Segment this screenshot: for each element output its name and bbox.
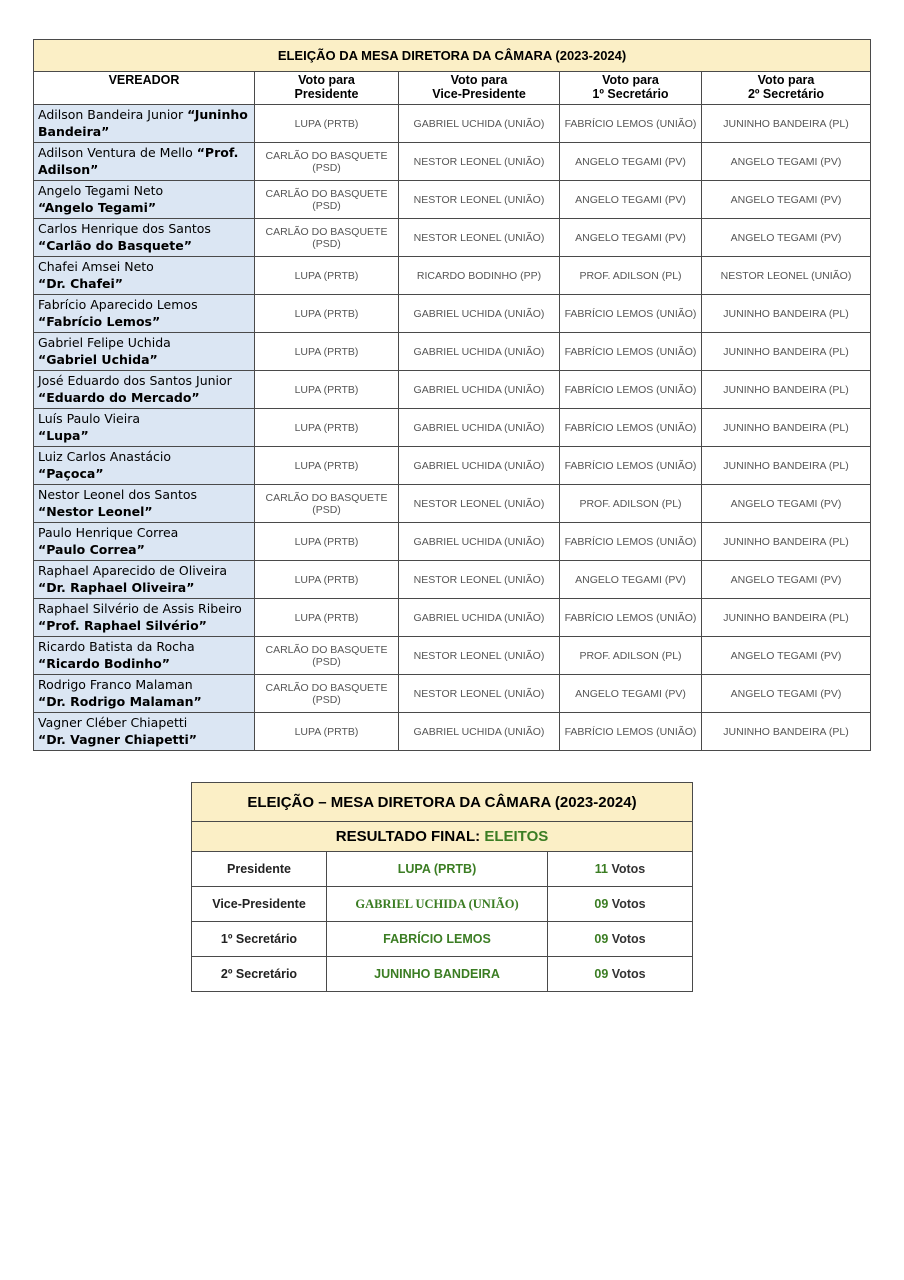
header-line2: Vice-Presidente bbox=[432, 87, 526, 101]
councillor-name: Raphael Aparecido de Oliveira bbox=[38, 563, 228, 578]
councillor-name: Ricardo Batista da Rocha bbox=[38, 639, 195, 654]
vote-vice-presidente: GABRIEL UCHIDA (UNIÃO) bbox=[399, 333, 560, 371]
councillor-name-cell bbox=[34, 105, 255, 143]
vote-2-secretario: JUNINHO BANDEIRA (PL) bbox=[702, 105, 871, 143]
vote-presidente: LUPA (PRTB) bbox=[255, 599, 399, 637]
councillor-name-cell bbox=[34, 143, 255, 181]
table-row bbox=[34, 447, 871, 485]
table-row bbox=[34, 105, 871, 143]
result-row bbox=[192, 922, 693, 957]
vote-vice-presidente: NESTOR LEONEL (UNIÃO) bbox=[399, 561, 560, 599]
vote-1-secretario: ANGELO TEGAMI (PV) bbox=[560, 219, 702, 257]
result-row bbox=[192, 957, 693, 992]
councillor-name-cell bbox=[34, 447, 255, 485]
councillor-name-cell bbox=[34, 485, 255, 523]
vote-vice-presidente: GABRIEL UCHIDA (UNIÃO) bbox=[399, 105, 560, 143]
header-vereador bbox=[34, 72, 255, 105]
vote-vice-presidente: GABRIEL UCHIDA (UNIÃO) bbox=[399, 371, 560, 409]
header-line1: Voto para bbox=[450, 73, 508, 87]
councillor-nickname: “Fabrício Lemos” bbox=[38, 314, 161, 329]
councillor-nickname: “Carlão do Basquete” bbox=[38, 238, 192, 253]
vote-count: 09 bbox=[594, 897, 609, 911]
table-row bbox=[34, 181, 871, 219]
header-line2: 1º Secretário bbox=[592, 87, 669, 101]
table-row bbox=[34, 675, 871, 713]
vote-presidente: LUPA (PRTB) bbox=[255, 371, 399, 409]
vote-count-unit: Votos bbox=[608, 932, 646, 946]
councillor-name-cell bbox=[34, 181, 255, 219]
office-label: 1º Secretário bbox=[192, 922, 327, 957]
councillor-nickname: “Nestor Leonel” bbox=[38, 504, 153, 519]
councillor-name: Adilson Bandeira Junior bbox=[38, 107, 188, 122]
vote-2-secretario: JUNINHO BANDEIRA (PL) bbox=[702, 295, 871, 333]
vote-1-secretario: FABRÍCIO LEMOS (UNIÃO) bbox=[560, 371, 702, 409]
vote-2-secretario: ANGELO TEGAMI (PV) bbox=[702, 181, 871, 219]
vote-2-secretario: JUNINHO BANDEIRA (PL) bbox=[702, 599, 871, 637]
vote-2-secretario: JUNINHO BANDEIRA (PL) bbox=[702, 409, 871, 447]
councillor-name: Vagner Cléber Chiapetti bbox=[38, 715, 188, 730]
councillor-name-cell bbox=[34, 409, 255, 447]
vote-vice-presidente: NESTOR LEONEL (UNIÃO) bbox=[399, 485, 560, 523]
vote-count-cell bbox=[548, 957, 693, 992]
vote-presidente: LUPA (PRTB) bbox=[255, 713, 399, 751]
councillor-name: Carlos Henrique dos Santos bbox=[38, 221, 211, 236]
result-table-subtitle bbox=[192, 822, 693, 852]
councillor-nickname: “Prof. Raphael Silvério” bbox=[38, 618, 207, 633]
vote-presidente: LUPA (PRTB) bbox=[255, 409, 399, 447]
councillor-name-cell bbox=[34, 295, 255, 333]
votes-table-body bbox=[34, 105, 871, 751]
councillor-nickname: “Dr. Raphael Oliveira” bbox=[38, 580, 195, 595]
vote-count-unit: Votos bbox=[607, 862, 646, 876]
vote-vice-presidente: GABRIEL UCHIDA (UNIÃO) bbox=[399, 523, 560, 561]
council-votes-table bbox=[33, 39, 871, 751]
table-row bbox=[34, 219, 871, 257]
councillor-name-cell bbox=[34, 523, 255, 561]
vote-count-cell bbox=[548, 852, 693, 887]
vote-2-secretario: JUNINHO BANDEIRA (PL) bbox=[702, 713, 871, 751]
councillor-name: Angelo Tegami Neto bbox=[38, 183, 164, 198]
councillor-name-cell bbox=[34, 333, 255, 371]
vote-2-secretario: JUNINHO BANDEIRA (PL) bbox=[702, 447, 871, 485]
councillor-name: Rodrigo Franco Malaman bbox=[38, 677, 193, 692]
votes-table-header-row bbox=[34, 72, 871, 105]
councillor-nickname: “Dr. Vagner Chiapetti” bbox=[38, 732, 198, 747]
vote-vice-presidente: GABRIEL UCHIDA (UNIÃO) bbox=[399, 599, 560, 637]
vote-count: 11 bbox=[594, 862, 608, 876]
vote-vice-presidente: GABRIEL UCHIDA (UNIÃO) bbox=[399, 295, 560, 333]
councillor-name-cell bbox=[34, 371, 255, 409]
councillor-nickname: “Gabriel Uchida” bbox=[38, 352, 158, 367]
vote-1-secretario: FABRÍCIO LEMOS (UNIÃO) bbox=[560, 523, 702, 561]
vote-vice-presidente: RICARDO BODINHO (PP) bbox=[399, 257, 560, 295]
result-row bbox=[192, 887, 693, 922]
councillor-nickname: “Prof. Adilson” bbox=[38, 145, 239, 177]
vote-presidente: CARLÃO DO BASQUETE (PSD) bbox=[255, 637, 399, 675]
vote-vice-presidente: NESTOR LEONEL (UNIÃO) bbox=[399, 181, 560, 219]
councillor-name: Luiz Carlos Anastácio bbox=[38, 449, 172, 464]
result-table-title: ELEIÇÃO – MESA DIRETORA DA CÂMARA (2023-2024) bbox=[192, 783, 693, 822]
councillor-nickname: “Dr. Rodrigo Malaman” bbox=[38, 694, 202, 709]
result-subtitle-prefix: RESULTADO FINAL: bbox=[335, 828, 485, 845]
vote-vice-presidente: NESTOR LEONEL (UNIÃO) bbox=[399, 637, 560, 675]
table-row bbox=[34, 485, 871, 523]
councillor-name-cell bbox=[34, 637, 255, 675]
table-row bbox=[34, 409, 871, 447]
office-label: Presidente bbox=[192, 852, 327, 887]
vote-1-secretario: FABRÍCIO LEMOS (UNIÃO) bbox=[560, 105, 702, 143]
councillor-nickname: “Dr. Chafei” bbox=[38, 276, 123, 291]
vote-2-secretario: JUNINHO BANDEIRA (PL) bbox=[702, 371, 871, 409]
councillor-nickname: “Angelo Tegami” bbox=[38, 200, 157, 215]
councillor-name-cell bbox=[34, 713, 255, 751]
vote-presidente: CARLÃO DO BASQUETE (PSD) bbox=[255, 143, 399, 181]
councillor-name: Gabriel Felipe Uchida bbox=[38, 335, 171, 350]
header-voto-presidente bbox=[255, 72, 399, 105]
result-table-body bbox=[192, 852, 693, 992]
vote-presidente: LUPA (PRTB) bbox=[255, 523, 399, 561]
vote-presidente: LUPA (PRTB) bbox=[255, 105, 399, 143]
vote-2-secretario: JUNINHO BANDEIRA (PL) bbox=[702, 523, 871, 561]
table-row bbox=[34, 371, 871, 409]
vote-count-unit: Votos bbox=[608, 967, 646, 981]
office-label: Vice-Presidente bbox=[192, 887, 327, 922]
vote-2-secretario: ANGELO TEGAMI (PV) bbox=[702, 675, 871, 713]
vote-1-secretario: FABRÍCIO LEMOS (UNIÃO) bbox=[560, 599, 702, 637]
vote-1-secretario: PROF. ADILSON (PL) bbox=[560, 637, 702, 675]
vote-vice-presidente: GABRIEL UCHIDA (UNIÃO) bbox=[399, 713, 560, 751]
councillor-name: Paulo Henrique Correa bbox=[38, 525, 179, 540]
vote-count-unit: Votos bbox=[608, 897, 646, 911]
vote-presidente: CARLÃO DO BASQUETE (PSD) bbox=[255, 219, 399, 257]
table-row bbox=[34, 295, 871, 333]
councillor-nickname: “Paulo Correa” bbox=[38, 542, 145, 557]
vote-presidente: LUPA (PRTB) bbox=[255, 561, 399, 599]
councillor-name-cell bbox=[34, 219, 255, 257]
councillor-nickname: “Juninho Bandeira” bbox=[38, 107, 248, 139]
table-row bbox=[34, 713, 871, 751]
vote-count-cell bbox=[548, 887, 693, 922]
councillor-name-cell bbox=[34, 599, 255, 637]
table-row bbox=[34, 637, 871, 675]
councillor-name: Chafei Amsei Neto bbox=[38, 259, 154, 274]
councillor-name-cell bbox=[34, 675, 255, 713]
elected-name: GABRIEL UCHIDA (UNIÃO) bbox=[327, 887, 548, 922]
councillor-nickname: “Ricardo Bodinho” bbox=[38, 656, 170, 671]
councillor-name: José Eduardo dos Santos Junior bbox=[38, 373, 232, 388]
vote-1-secretario: ANGELO TEGAMI (PV) bbox=[560, 561, 702, 599]
vote-2-secretario: ANGELO TEGAMI (PV) bbox=[702, 143, 871, 181]
header-voto-1-secretario bbox=[560, 72, 702, 105]
councillor-name-cell bbox=[34, 257, 255, 295]
vote-2-secretario: ANGELO TEGAMI (PV) bbox=[702, 485, 871, 523]
table-row bbox=[34, 257, 871, 295]
vote-1-secretario: PROF. ADILSON (PL) bbox=[560, 485, 702, 523]
councillor-name: Luís Paulo Vieira bbox=[38, 411, 140, 426]
councillor-nickname: “Eduardo do Mercado” bbox=[38, 390, 200, 405]
vote-2-secretario: ANGELO TEGAMI (PV) bbox=[702, 219, 871, 257]
vote-1-secretario: FABRÍCIO LEMOS (UNIÃO) bbox=[560, 295, 702, 333]
vote-vice-presidente: NESTOR LEONEL (UNIÃO) bbox=[399, 675, 560, 713]
vote-2-secretario: NESTOR LEONEL (UNIÃO) bbox=[702, 257, 871, 295]
councillor-name: Raphael Silvério de Assis Ribeiro bbox=[38, 601, 242, 616]
vote-2-secretario: ANGELO TEGAMI (PV) bbox=[702, 637, 871, 675]
header-line1: Voto para bbox=[602, 73, 659, 87]
vote-vice-presidente: NESTOR LEONEL (UNIÃO) bbox=[399, 143, 560, 181]
vote-presidente: CARLÃO DO BASQUETE (PSD) bbox=[255, 485, 399, 523]
vote-2-secretario: ANGELO TEGAMI (PV) bbox=[702, 561, 871, 599]
votes-table-title: ELEIÇÃO DA MESA DIRETORA DA CÂMARA (2023-2024) bbox=[34, 40, 871, 72]
elected-name: JUNINHO BANDEIRA bbox=[327, 957, 548, 992]
elected-name: LUPA (PRTB) bbox=[327, 852, 548, 887]
vote-vice-presidente: GABRIEL UCHIDA (UNIÃO) bbox=[399, 447, 560, 485]
vote-presidente: LUPA (PRTB) bbox=[255, 257, 399, 295]
header-voto-2-secretario bbox=[702, 72, 871, 105]
councillor-nickname: “Paçoca” bbox=[38, 466, 104, 481]
councillor-name: Fabrício Aparecido Lemos bbox=[38, 297, 198, 312]
table-row bbox=[34, 599, 871, 637]
councillor-nickname: “Lupa” bbox=[38, 428, 89, 443]
councillor-name-cell bbox=[34, 561, 255, 599]
final-result-table bbox=[191, 782, 693, 992]
vote-1-secretario: FABRÍCIO LEMOS (UNIÃO) bbox=[560, 409, 702, 447]
councillor-name: Adilson Ventura de Mello bbox=[38, 145, 197, 160]
result-subtitle-highlight: ELEITOS bbox=[484, 828, 549, 845]
vote-1-secretario: ANGELO TEGAMI (PV) bbox=[560, 181, 702, 219]
elected-name: FABRÍCIO LEMOS bbox=[327, 922, 548, 957]
table-row bbox=[34, 523, 871, 561]
vote-1-secretario: ANGELO TEGAMI (PV) bbox=[560, 143, 702, 181]
table-row bbox=[34, 561, 871, 599]
vote-presidente: LUPA (PRTB) bbox=[255, 447, 399, 485]
table-row bbox=[34, 143, 871, 181]
vote-count: 09 bbox=[594, 967, 609, 981]
vote-vice-presidente: NESTOR LEONEL (UNIÃO) bbox=[399, 219, 560, 257]
header-line1: Voto para bbox=[757, 73, 815, 87]
vote-presidente: CARLÃO DO BASQUETE (PSD) bbox=[255, 181, 399, 219]
header-voto-vice-presidente bbox=[399, 72, 560, 105]
result-row bbox=[192, 852, 693, 887]
vote-1-secretario: FABRÍCIO LEMOS (UNIÃO) bbox=[560, 713, 702, 751]
header-vereador-label: VEREADOR bbox=[108, 73, 180, 87]
vote-1-secretario: FABRÍCIO LEMOS (UNIÃO) bbox=[560, 333, 702, 371]
header-line1: Voto para bbox=[298, 73, 355, 87]
office-label: 2º Secretário bbox=[192, 957, 327, 992]
councillor-name: Nestor Leonel dos Santos bbox=[38, 487, 198, 502]
table-row bbox=[34, 333, 871, 371]
vote-count-cell bbox=[548, 922, 693, 957]
vote-vice-presidente: GABRIEL UCHIDA (UNIÃO) bbox=[399, 409, 560, 447]
vote-presidente: LUPA (PRTB) bbox=[255, 333, 399, 371]
header-line2: 2º Secretário bbox=[747, 87, 825, 101]
vote-1-secretario: PROF. ADILSON (PL) bbox=[560, 257, 702, 295]
vote-1-secretario: FABRÍCIO LEMOS (UNIÃO) bbox=[560, 447, 702, 485]
vote-2-secretario: JUNINHO BANDEIRA (PL) bbox=[702, 333, 871, 371]
vote-presidente: CARLÃO DO BASQUETE (PSD) bbox=[255, 675, 399, 713]
vote-1-secretario: ANGELO TEGAMI (PV) bbox=[560, 675, 702, 713]
vote-presidente: LUPA (PRTB) bbox=[255, 295, 399, 333]
header-line2: Presidente bbox=[294, 87, 359, 101]
vote-count: 09 bbox=[594, 932, 609, 946]
